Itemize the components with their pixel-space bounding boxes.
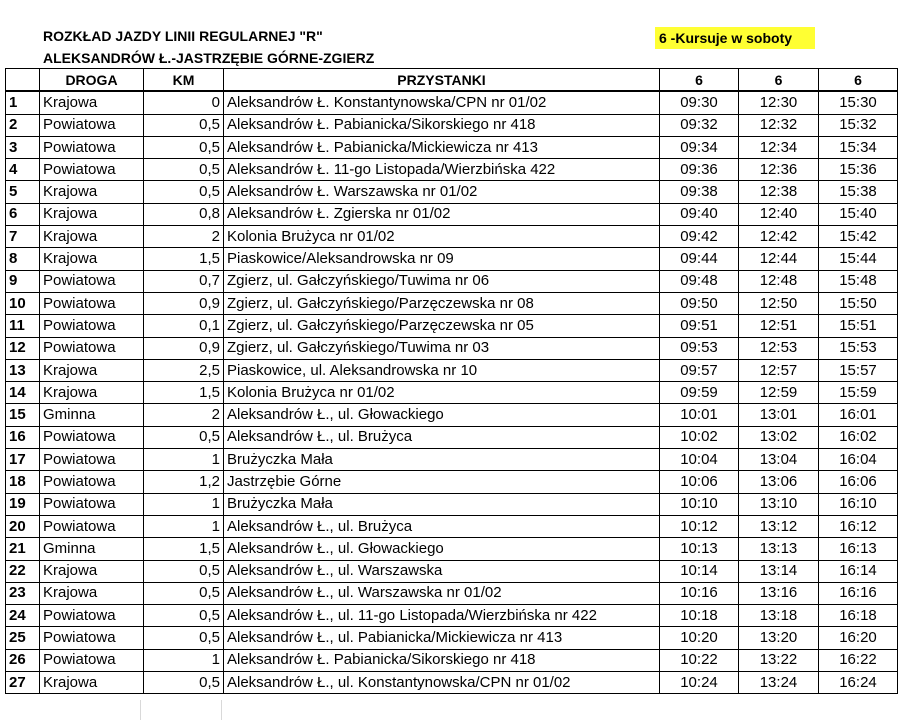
row-number: 13 xyxy=(6,359,40,381)
road-type: Powiatowa xyxy=(40,605,144,627)
departure-time-1: 10:13 xyxy=(660,538,739,560)
stop-name: Zgierz, ul. Gałczyńskiego/Parzęczewska nr 05 xyxy=(224,315,660,337)
road-type: Gminna xyxy=(40,538,144,560)
distance-km: 1,2 xyxy=(144,471,224,493)
departure-time-3: 16:14 xyxy=(819,560,898,582)
departure-time-2: 12:53 xyxy=(739,337,819,359)
departure-time-1: 09:30 xyxy=(660,91,739,114)
table-row xyxy=(6,582,898,604)
distance-km: 0,5 xyxy=(144,114,224,136)
col-header-lp xyxy=(6,69,40,92)
timetable-body xyxy=(6,91,898,694)
table-row xyxy=(6,471,898,493)
row-number: 26 xyxy=(6,649,40,671)
road-type: Powiatowa xyxy=(40,426,144,448)
title-line-1: ROZKŁAD JAZDY LINII REGULARNEJ "R" xyxy=(43,28,323,44)
table-row xyxy=(6,426,898,448)
row-number: 3 xyxy=(6,136,40,158)
distance-km: 0,5 xyxy=(144,136,224,158)
table-row xyxy=(6,382,898,404)
departure-time-1: 10:24 xyxy=(660,672,739,694)
departure-time-2: 12:50 xyxy=(739,292,819,314)
departure-time-2: 12:34 xyxy=(739,136,819,158)
col-header-course-2: 6 xyxy=(739,69,819,92)
departure-time-1: 10:01 xyxy=(660,404,739,426)
departure-time-3: 16:12 xyxy=(819,515,898,537)
distance-km: 2 xyxy=(144,404,224,426)
col-header-course-3: 6 xyxy=(819,69,898,92)
distance-km: 2,5 xyxy=(144,359,224,381)
road-type: Powiatowa xyxy=(40,649,144,671)
road-type: Krajowa xyxy=(40,582,144,604)
stop-name: Aleksandrów Ł. Konstantynowska/CPN nr 01/02 xyxy=(224,91,660,114)
stop-name: Aleksandrów Ł., ul. Głowackiego xyxy=(224,404,660,426)
row-number: 10 xyxy=(6,292,40,314)
departure-time-1: 09:32 xyxy=(660,114,739,136)
row-number: 12 xyxy=(6,337,40,359)
table-row xyxy=(6,359,898,381)
distance-km: 0,9 xyxy=(144,292,224,314)
table-row xyxy=(6,114,898,136)
road-type: Krajowa xyxy=(40,560,144,582)
departure-time-2: 12:59 xyxy=(739,382,819,404)
table-row xyxy=(6,404,898,426)
distance-km: 0,5 xyxy=(144,605,224,627)
road-type: Krajowa xyxy=(40,359,144,381)
row-number: 1 xyxy=(6,91,40,114)
table-row xyxy=(6,515,898,537)
row-number: 4 xyxy=(6,159,40,181)
distance-km: 0,5 xyxy=(144,582,224,604)
distance-km: 0,7 xyxy=(144,270,224,292)
stop-name: Aleksandrów Ł., ul. Warszawska nr 01/02 xyxy=(224,582,660,604)
departure-time-3: 16:01 xyxy=(819,404,898,426)
table-row xyxy=(6,226,898,248)
table-row xyxy=(6,203,898,225)
row-number: 24 xyxy=(6,605,40,627)
departure-time-1: 10:04 xyxy=(660,449,739,471)
road-type: Krajowa xyxy=(40,672,144,694)
title-line-2: ALEKSANDRÓW Ł.-JASTRZĘBIE GÓRNE-ZGIERZ xyxy=(43,50,375,66)
departure-time-3: 15:40 xyxy=(819,203,898,225)
stop-name: Aleksandrów Ł., ul. Konstantynowska/CPN nr 01/02 xyxy=(224,672,660,694)
table-row xyxy=(6,181,898,203)
road-type: Powiatowa xyxy=(40,493,144,515)
stop-name: Aleksandrów Ł., ul. 11-go Listopada/Wierzbińska nr 422 xyxy=(224,605,660,627)
departure-time-1: 10:10 xyxy=(660,493,739,515)
departure-time-3: 16:10 xyxy=(819,493,898,515)
stop-name: Piaskowice/Aleksandrowska nr 09 xyxy=(224,248,660,270)
road-type: Powiatowa xyxy=(40,515,144,537)
table-row xyxy=(6,337,898,359)
table-row xyxy=(6,159,898,181)
departure-time-1: 10:12 xyxy=(660,515,739,537)
road-type: Powiatowa xyxy=(40,159,144,181)
departure-time-2: 12:38 xyxy=(739,181,819,203)
distance-km: 1 xyxy=(144,649,224,671)
row-number: 19 xyxy=(6,493,40,515)
distance-km: 1 xyxy=(144,515,224,537)
row-number: 8 xyxy=(6,248,40,270)
table-row xyxy=(6,627,898,649)
departure-time-3: 15:44 xyxy=(819,248,898,270)
table-row xyxy=(6,449,898,471)
distance-km: 0 xyxy=(144,91,224,114)
departure-time-1: 09:57 xyxy=(660,359,739,381)
departure-time-3: 15:36 xyxy=(819,159,898,181)
distance-km: 1,5 xyxy=(144,538,224,560)
table-row xyxy=(6,605,898,627)
departure-time-1: 09:59 xyxy=(660,382,739,404)
road-type: Krajowa xyxy=(40,248,144,270)
stop-name: Jastrzębie Górne xyxy=(224,471,660,493)
table-row xyxy=(6,493,898,515)
departure-time-3: 15:42 xyxy=(819,226,898,248)
stop-name: Aleksandrów Ł. 11-go Listopada/Wierzbińska 422 xyxy=(224,159,660,181)
departure-time-3: 16:18 xyxy=(819,605,898,627)
row-number: 21 xyxy=(6,538,40,560)
departure-time-2: 13:16 xyxy=(739,582,819,604)
departure-time-3: 16:16 xyxy=(819,582,898,604)
col-header-course-1: 6 xyxy=(660,69,739,92)
table-row xyxy=(6,649,898,671)
departure-time-1: 09:38 xyxy=(660,181,739,203)
distance-km: 0,5 xyxy=(144,560,224,582)
departure-time-1: 10:02 xyxy=(660,426,739,448)
distance-km: 0,5 xyxy=(144,181,224,203)
departure-time-1: 10:14 xyxy=(660,560,739,582)
departure-time-1: 09:50 xyxy=(660,292,739,314)
departure-time-1: 09:51 xyxy=(660,315,739,337)
row-number: 27 xyxy=(6,672,40,694)
stop-name: Aleksandrów Ł. Pabianicka/Sikorskiego nr 418 xyxy=(224,649,660,671)
road-type: Krajowa xyxy=(40,203,144,225)
stop-name: Kolonia Brużyca nr 01/02 xyxy=(224,382,660,404)
table-row xyxy=(6,315,898,337)
road-type: Powiatowa xyxy=(40,449,144,471)
departure-time-2: 13:13 xyxy=(739,538,819,560)
row-number: 7 xyxy=(6,226,40,248)
departure-time-2: 12:57 xyxy=(739,359,819,381)
departure-time-3: 16:24 xyxy=(819,672,898,694)
row-number: 9 xyxy=(6,270,40,292)
departure-time-2: 12:48 xyxy=(739,270,819,292)
stop-name: Zgierz, ul. Gałczyńskiego/Parzęczewska nr 08 xyxy=(224,292,660,314)
road-type: Powiatowa xyxy=(40,114,144,136)
distance-km: 1 xyxy=(144,493,224,515)
departure-time-1: 10:18 xyxy=(660,605,739,627)
departure-time-2: 13:14 xyxy=(739,560,819,582)
distance-km: 0,9 xyxy=(144,337,224,359)
departure-time-3: 15:38 xyxy=(819,181,898,203)
distance-km: 1 xyxy=(144,449,224,471)
stop-name: Aleksandrów Ł. Pabianicka/Sikorskiego nr 418 xyxy=(224,114,660,136)
table-row xyxy=(6,560,898,582)
road-type: Powiatowa xyxy=(40,471,144,493)
distance-km: 0,1 xyxy=(144,315,224,337)
table-row xyxy=(6,538,898,560)
distance-km: 0,5 xyxy=(144,672,224,694)
stop-name: Aleksandrów Ł., ul. Brużyca xyxy=(224,426,660,448)
departure-time-2: 13:06 xyxy=(739,471,819,493)
departure-time-2: 13:20 xyxy=(739,627,819,649)
departure-time-1: 09:40 xyxy=(660,203,739,225)
stop-name: Aleksandrów Ł., ul. Brużyca xyxy=(224,515,660,537)
departure-time-2: 12:36 xyxy=(739,159,819,181)
row-number: 17 xyxy=(6,449,40,471)
road-type: Krajowa xyxy=(40,382,144,404)
stop-name: Zgierz, ul. Gałczyńskiego/Tuwima nr 06 xyxy=(224,270,660,292)
distance-km: 2 xyxy=(144,226,224,248)
departure-time-2: 12:42 xyxy=(739,226,819,248)
departure-time-2: 12:30 xyxy=(739,91,819,114)
departure-time-1: 09:53 xyxy=(660,337,739,359)
departure-time-2: 12:51 xyxy=(739,315,819,337)
departure-time-1: 10:20 xyxy=(660,627,739,649)
road-type: Powiatowa xyxy=(40,292,144,314)
saturday-note: 6 -Kursuje w soboty xyxy=(655,27,815,49)
stop-name: Aleksandrów Ł., ul. Głowackiego xyxy=(224,538,660,560)
departure-time-2: 12:44 xyxy=(739,248,819,270)
table-row xyxy=(6,136,898,158)
row-number: 5 xyxy=(6,181,40,203)
road-type: Krajowa xyxy=(40,226,144,248)
road-type: Krajowa xyxy=(40,91,144,114)
departure-time-2: 13:02 xyxy=(739,426,819,448)
departure-time-2: 12:32 xyxy=(739,114,819,136)
departure-time-1: 09:36 xyxy=(660,159,739,181)
departure-time-3: 16:04 xyxy=(819,449,898,471)
departure-time-1: 09:48 xyxy=(660,270,739,292)
departure-time-3: 15:34 xyxy=(819,136,898,158)
departure-time-2: 13:12 xyxy=(739,515,819,537)
departure-time-3: 16:22 xyxy=(819,649,898,671)
road-type: Gminna xyxy=(40,404,144,426)
departure-time-3: 15:53 xyxy=(819,337,898,359)
distance-km: 0,5 xyxy=(144,426,224,448)
departure-time-1: 09:42 xyxy=(660,226,739,248)
road-type: Krajowa xyxy=(40,181,144,203)
departure-time-2: 13:01 xyxy=(739,404,819,426)
departure-time-3: 15:48 xyxy=(819,270,898,292)
departure-time-3: 15:57 xyxy=(819,359,898,381)
departure-time-2: 13:18 xyxy=(739,605,819,627)
row-number: 18 xyxy=(6,471,40,493)
table-row xyxy=(6,248,898,270)
departure-time-1: 10:06 xyxy=(660,471,739,493)
stop-name: Brużyczka Mała xyxy=(224,449,660,471)
distance-km: 0,5 xyxy=(144,627,224,649)
departure-time-2: 13:24 xyxy=(739,672,819,694)
departure-time-1: 10:22 xyxy=(660,649,739,671)
col-header-droga: DROGA xyxy=(40,69,144,92)
row-number: 22 xyxy=(6,560,40,582)
road-type: Powiatowa xyxy=(40,627,144,649)
road-type: Powiatowa xyxy=(40,136,144,158)
table-row xyxy=(6,672,898,694)
distance-km: 0,5 xyxy=(144,159,224,181)
row-number: 25 xyxy=(6,627,40,649)
row-number: 15 xyxy=(6,404,40,426)
road-type: Powiatowa xyxy=(40,337,144,359)
sheet-grid-fragment xyxy=(140,700,222,720)
stop-name: Aleksandrów Ł., ul. Pabianicka/Mickiewicza nr 413 xyxy=(224,627,660,649)
departure-time-3: 16:02 xyxy=(819,426,898,448)
row-number: 6 xyxy=(6,203,40,225)
row-number: 23 xyxy=(6,582,40,604)
departure-time-3: 15:51 xyxy=(819,315,898,337)
departure-time-2: 12:40 xyxy=(739,203,819,225)
row-number: 14 xyxy=(6,382,40,404)
departure-time-3: 16:20 xyxy=(819,627,898,649)
departure-time-2: 13:04 xyxy=(739,449,819,471)
departure-time-3: 16:13 xyxy=(819,538,898,560)
row-number: 16 xyxy=(6,426,40,448)
departure-time-3: 16:06 xyxy=(819,471,898,493)
departure-time-1: 09:34 xyxy=(660,136,739,158)
col-header-przystanki: PRZYSTANKI xyxy=(224,69,660,92)
table-header-row xyxy=(6,69,898,92)
table-row xyxy=(6,91,898,114)
road-type: Powiatowa xyxy=(40,315,144,337)
col-header-km: KM xyxy=(144,69,224,92)
stop-name: Zgierz, ul. Gałczyńskiego/Tuwima nr 03 xyxy=(224,337,660,359)
row-number: 2 xyxy=(6,114,40,136)
stop-name: Piaskowice, ul. Aleksandrowska nr 10 xyxy=(224,359,660,381)
stop-name: Aleksandrów Ł. Pabianicka/Mickiewicza nr 413 xyxy=(224,136,660,158)
distance-km: 1,5 xyxy=(144,248,224,270)
row-number: 11 xyxy=(6,315,40,337)
departure-time-1: 10:16 xyxy=(660,582,739,604)
row-number: 20 xyxy=(6,515,40,537)
road-type: Powiatowa xyxy=(40,270,144,292)
departure-time-3: 15:32 xyxy=(819,114,898,136)
departure-time-2: 13:10 xyxy=(739,493,819,515)
stop-name: Brużyczka Mała xyxy=(224,493,660,515)
table-row xyxy=(6,270,898,292)
stop-name: Aleksandrów Ł., ul. Warszawska xyxy=(224,560,660,582)
departure-time-3: 15:59 xyxy=(819,382,898,404)
stop-name: Aleksandrów Ł. Zgierska nr 01/02 xyxy=(224,203,660,225)
distance-km: 1,5 xyxy=(144,382,224,404)
departure-time-2: 13:22 xyxy=(739,649,819,671)
departure-time-3: 15:30 xyxy=(819,91,898,114)
distance-km: 0,8 xyxy=(144,203,224,225)
departure-time-3: 15:50 xyxy=(819,292,898,314)
stop-name: Kolonia Brużyca nr 01/02 xyxy=(224,226,660,248)
departure-time-1: 09:44 xyxy=(660,248,739,270)
timetable xyxy=(5,68,898,694)
table-row xyxy=(6,292,898,314)
stop-name: Aleksandrów Ł. Warszawska nr 01/02 xyxy=(224,181,660,203)
